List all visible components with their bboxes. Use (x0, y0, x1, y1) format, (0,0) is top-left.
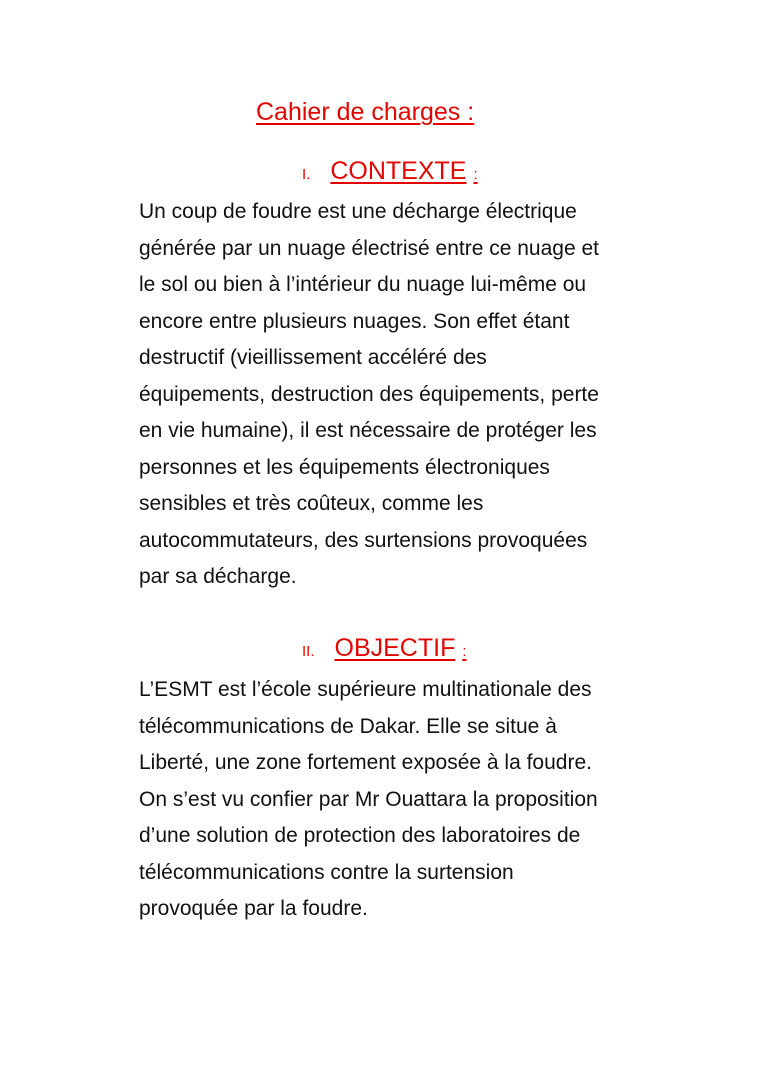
text-line: destructif (vieillissement accéléré des (139, 346, 487, 369)
text-line: provoquée par la foudre. (139, 897, 368, 920)
text-line: personnes et les équipements électroniques (139, 455, 550, 479)
section-heading-objectif (302, 634, 467, 663)
contexte-paragraph (139, 194, 669, 596)
objectif-paragraph (139, 672, 669, 928)
section-number: II. (302, 643, 315, 660)
text-line: encore entre plusieurs nuages. Son effet étant (139, 309, 570, 333)
text-line: Liberté, une zone fortement exposée à la foudre. (139, 751, 592, 774)
document-title: Cahier de charges : (256, 98, 475, 126)
text-line: L’ESMT est l’école supérieure multinationale des (139, 678, 592, 701)
text-line: générée par un nuage électrisé entre ce nuage et (139, 236, 600, 260)
text-line: télécommunications de Dakar. Elle se situe à (139, 714, 557, 738)
section-heading-contexte (302, 157, 478, 186)
text-line: en vie humaine), il est nécessaire de protéger les (139, 419, 597, 442)
text-line: On s’est vu confier par Mr Ouattara la proposition (139, 787, 598, 811)
section-title: OBJECTIF (334, 634, 456, 662)
text-line: sensibles et très coûteux, comme les (139, 492, 484, 515)
text-line: le sol ou bien à l’intérieur du nuage lui-même ou (139, 273, 587, 296)
text-line: d’une solution de protection des laboratoires de (139, 824, 581, 847)
text-line: Un coup de foudre est une décharge électrique (139, 200, 577, 223)
section-colon: : (473, 166, 478, 183)
section-title: CONTEXTE (330, 157, 467, 185)
text-line: télécommunications contre la surtension (139, 860, 514, 884)
text-line: par sa décharge. (139, 565, 297, 588)
text-line: autocommutateurs, des surtensions provoquées (139, 528, 588, 552)
section-colon: : (462, 643, 467, 660)
section-number: I. (302, 166, 311, 183)
text-line: équipements, destruction des équipements, perte (139, 382, 599, 406)
